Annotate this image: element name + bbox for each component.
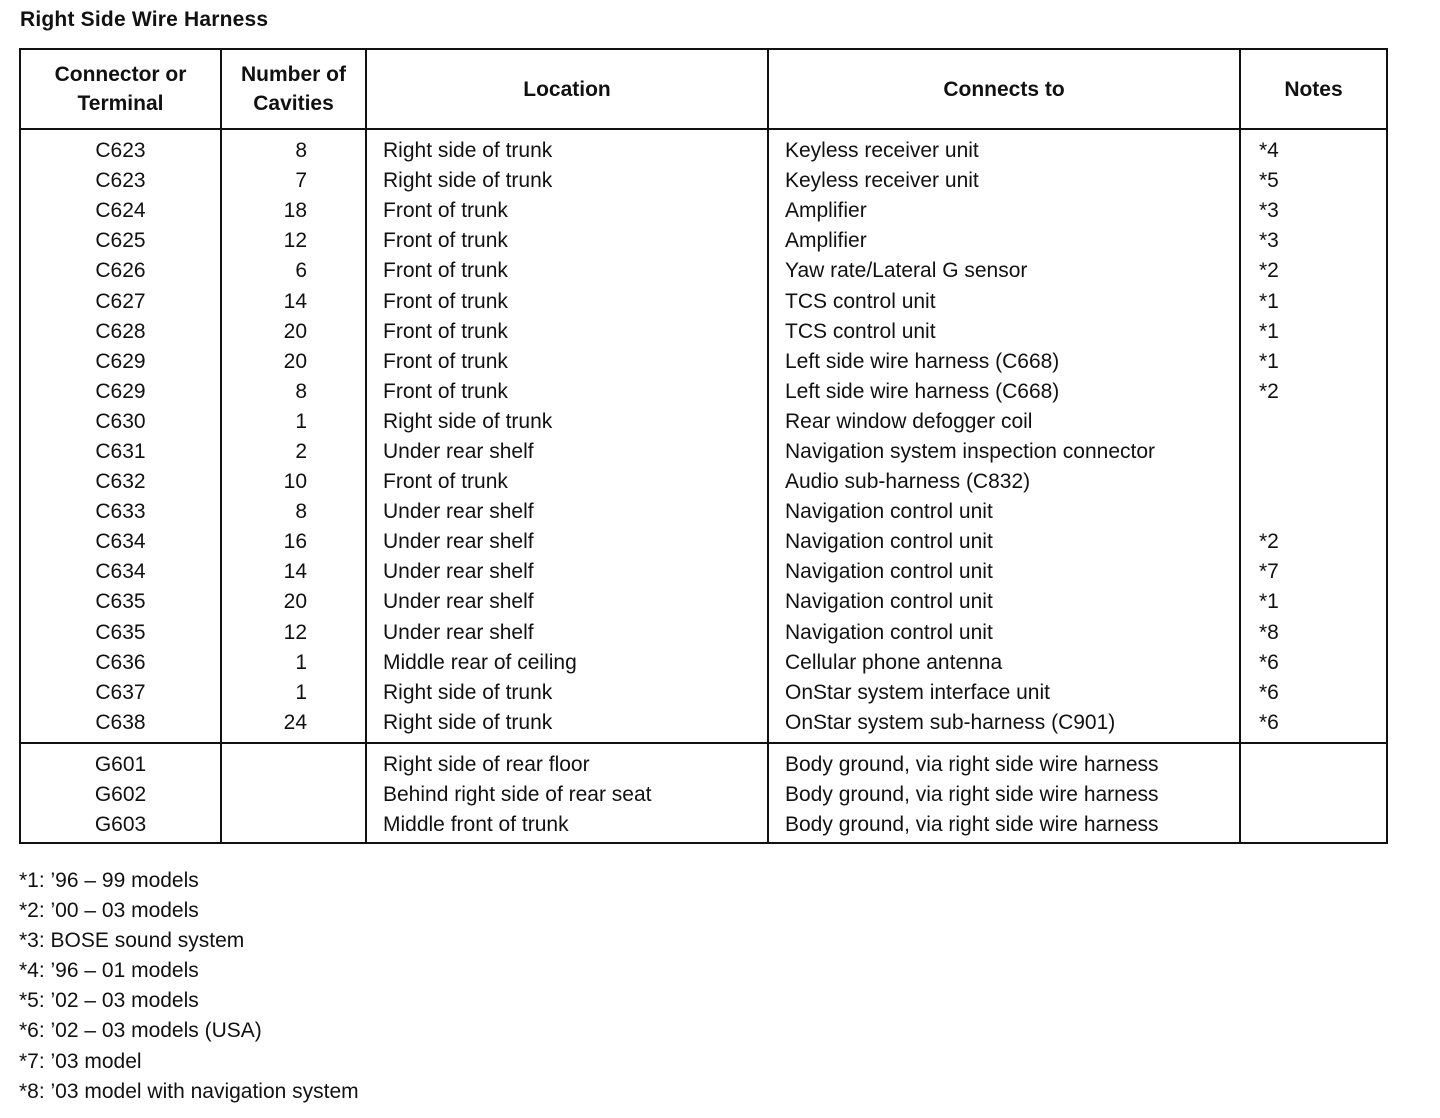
header-cavities <box>221 49 366 129</box>
cell-cavities <box>221 810 366 843</box>
cell-notes: *6 <box>1240 648 1387 678</box>
cell-connector: C635 <box>20 618 221 648</box>
cell-notes: *3 <box>1240 226 1387 256</box>
cell-cavities: 14 <box>221 557 366 587</box>
cell-location: Middle front of trunk <box>366 810 768 843</box>
table-row <box>20 226 1387 256</box>
cell-connects-to: OnStar system sub-harness (C901) <box>768 708 1240 743</box>
cell-notes: *1 <box>1240 347 1387 377</box>
cell-connector: C629 <box>20 347 221 377</box>
cell-notes: *8 <box>1240 618 1387 648</box>
cell-cavities: 1 <box>221 648 366 678</box>
table-row <box>20 347 1387 377</box>
cell-notes: *1 <box>1240 587 1387 617</box>
cell-connector: C633 <box>20 497 221 527</box>
cell-cavities: 12 <box>221 226 366 256</box>
table-row <box>20 166 1387 196</box>
cell-notes: *5 <box>1240 166 1387 196</box>
cell-notes: *7 <box>1240 557 1387 587</box>
table-row <box>20 780 1387 810</box>
cell-connects-to: Navigation control unit <box>768 527 1240 557</box>
cell-notes: *2 <box>1240 527 1387 557</box>
cell-connects-to: Body ground, via right side wire harness <box>768 810 1240 843</box>
table-row <box>20 437 1387 467</box>
cell-notes <box>1240 810 1387 843</box>
cell-connects-to: OnStar system interface unit <box>768 678 1240 708</box>
cell-cavities: 7 <box>221 166 366 196</box>
cell-connector: C629 <box>20 377 221 407</box>
cell-notes <box>1240 743 1387 780</box>
cell-connector: C634 <box>20 557 221 587</box>
table-header <box>20 49 1387 129</box>
cell-notes: *1 <box>1240 317 1387 347</box>
footnote-item: *6: ’02 – 03 models (USA) <box>19 1019 262 1043</box>
cell-connector: C632 <box>20 467 221 497</box>
cell-connector: G603 <box>20 810 221 843</box>
footnote-item: *8: ’03 model with navigation system <box>19 1079 359 1103</box>
cell-connects-to: Navigation control unit <box>768 618 1240 648</box>
cell-location: Under rear shelf <box>366 557 768 587</box>
cell-notes <box>1240 407 1387 437</box>
table-row <box>20 377 1387 407</box>
cell-cavities: 20 <box>221 347 366 377</box>
cell-notes <box>1240 780 1387 810</box>
footnote-item: *7: ’03 model <box>19 1049 142 1073</box>
cell-connects-to: Navigation control unit <box>768 497 1240 527</box>
cell-notes: *6 <box>1240 708 1387 743</box>
cell-location: Right side of trunk <box>366 678 768 708</box>
cell-location: Under rear shelf <box>366 587 768 617</box>
cell-connector: C634 <box>20 527 221 557</box>
cell-connects-to: Keyless receiver unit <box>768 166 1240 196</box>
cell-cavities: 8 <box>221 129 366 166</box>
cell-location: Under rear shelf <box>366 437 768 467</box>
cell-connector: C624 <box>20 196 221 226</box>
table-row <box>20 256 1387 286</box>
cell-location: Front of trunk <box>366 317 768 347</box>
cell-connector: G601 <box>20 743 221 780</box>
cell-connects-to: Body ground, via right side wire harness <box>768 743 1240 780</box>
cell-cavities: 1 <box>221 678 366 708</box>
cell-location: Front of trunk <box>366 256 768 286</box>
cell-connector: C623 <box>20 166 221 196</box>
cell-connector: C630 <box>20 407 221 437</box>
cell-cavities: 1 <box>221 407 366 437</box>
cell-connects-to: TCS control unit <box>768 317 1240 347</box>
page-title: Right Side Wire Harness <box>20 8 269 31</box>
header-notes: Notes <box>1240 49 1387 129</box>
cell-cavities: 12 <box>221 618 366 648</box>
table-row <box>20 587 1387 617</box>
footnote-item: *4: ’96 – 01 models <box>19 959 199 983</box>
cell-cavities: 20 <box>221 587 366 617</box>
footnote-item: *2: ’00 – 03 models <box>19 899 199 923</box>
table-row <box>20 618 1387 648</box>
table-row <box>20 708 1387 743</box>
table-row <box>20 497 1387 527</box>
cell-location: Front of trunk <box>366 226 768 256</box>
cell-cavities: 20 <box>221 317 366 347</box>
cell-connector: C627 <box>20 286 221 316</box>
header-row <box>20 49 1387 129</box>
cell-location: Under rear shelf <box>366 527 768 557</box>
cell-cavities: 14 <box>221 286 366 316</box>
cell-connector: C638 <box>20 708 221 743</box>
cell-connector: C626 <box>20 256 221 286</box>
table-row <box>20 678 1387 708</box>
cell-notes: *6 <box>1240 678 1387 708</box>
cell-location: Front of trunk <box>366 347 768 377</box>
cell-connects-to: Left side wire harness (C668) <box>768 377 1240 407</box>
cell-cavities: 6 <box>221 256 366 286</box>
footnotes-list <box>19 866 359 1107</box>
table-row <box>20 557 1387 587</box>
cell-connector: C628 <box>20 317 221 347</box>
cell-location: Middle rear of ceiling <box>366 648 768 678</box>
cell-location: Right side of trunk <box>366 708 768 743</box>
table-row <box>20 648 1387 678</box>
cell-location: Front of trunk <box>366 467 768 497</box>
cell-connects-to: Rear window defogger coil <box>768 407 1240 437</box>
table-row <box>20 286 1387 316</box>
cell-location: Right side of trunk <box>366 166 768 196</box>
cell-location: Behind right side of rear seat <box>366 780 768 810</box>
table-row <box>20 810 1387 843</box>
cell-connector: C625 <box>20 226 221 256</box>
cell-connects-to: Amplifier <box>768 226 1240 256</box>
cell-notes: *2 <box>1240 256 1387 286</box>
cell-connects-to: Left side wire harness (C668) <box>768 347 1240 377</box>
cell-cavities: 8 <box>221 497 366 527</box>
table-row <box>20 196 1387 226</box>
cell-cavities: 10 <box>221 467 366 497</box>
connector-rows <box>20 129 1387 743</box>
header-cavities-line1: Number of <box>241 63 346 86</box>
cell-connects-to: Keyless receiver unit <box>768 129 1240 166</box>
cell-location: Under rear shelf <box>366 497 768 527</box>
cell-notes: *2 <box>1240 377 1387 407</box>
footnote-item: *5: ’02 – 03 models <box>19 989 199 1013</box>
cell-location: Front of trunk <box>366 377 768 407</box>
cell-cavities: 2 <box>221 437 366 467</box>
table-row <box>20 467 1387 497</box>
cell-notes: *4 <box>1240 129 1387 166</box>
cell-cavities <box>221 743 366 780</box>
cell-notes <box>1240 497 1387 527</box>
cell-connector: C636 <box>20 648 221 678</box>
cell-connects-to: Yaw rate/Lateral G sensor <box>768 256 1240 286</box>
footnote-item: *1: ’96 – 99 models <box>19 869 199 892</box>
table-row <box>20 527 1387 557</box>
cell-notes: *1 <box>1240 286 1387 316</box>
cell-location: Front of trunk <box>366 286 768 316</box>
cell-connects-to: Navigation control unit <box>768 587 1240 617</box>
cell-notes: *3 <box>1240 196 1387 226</box>
cell-connector: G602 <box>20 780 221 810</box>
cell-notes <box>1240 467 1387 497</box>
header-location: Location <box>366 49 768 129</box>
header-cavities-line2: Cavities <box>253 92 334 115</box>
table-row <box>20 129 1387 166</box>
cell-cavities: 8 <box>221 377 366 407</box>
cell-cavities: 18 <box>221 196 366 226</box>
cell-connector: C623 <box>20 129 221 166</box>
cell-location: Right side of rear floor <box>366 743 768 780</box>
cell-connector: C631 <box>20 437 221 467</box>
table-row <box>20 743 1387 780</box>
header-connector-line1: Connector or <box>54 63 187 86</box>
footnote-item: *3: BOSE sound system <box>19 929 245 953</box>
table-row <box>20 317 1387 347</box>
cell-location: Right side of trunk <box>366 129 768 166</box>
header-connector-line2: Terminal <box>77 92 164 115</box>
cell-connects-to: Navigation system inspection connector <box>768 437 1240 467</box>
cell-cavities: 16 <box>221 527 366 557</box>
cell-cavities <box>221 780 366 810</box>
cell-connects-to: Audio sub-harness (C832) <box>768 467 1240 497</box>
header-connects-to: Connects to <box>768 49 1240 129</box>
cell-connects-to: TCS control unit <box>768 286 1240 316</box>
cell-cavities: 24 <box>221 708 366 743</box>
cell-location: Front of trunk <box>366 196 768 226</box>
cell-notes <box>1240 437 1387 467</box>
cell-connects-to: Navigation control unit <box>768 557 1240 587</box>
header-connector <box>20 49 221 129</box>
ground-rows <box>20 743 1387 843</box>
cell-connector: C635 <box>20 587 221 617</box>
cell-location: Under rear shelf <box>366 618 768 648</box>
cell-connects-to: Cellular phone antenna <box>768 648 1240 678</box>
cell-connector: C637 <box>20 678 221 708</box>
cell-connects-to: Body ground, via right side wire harness <box>768 780 1240 810</box>
cell-location: Right side of trunk <box>366 407 768 437</box>
table-row <box>20 407 1387 437</box>
cell-connects-to: Amplifier <box>768 196 1240 226</box>
wire-harness-table <box>19 48 1388 844</box>
